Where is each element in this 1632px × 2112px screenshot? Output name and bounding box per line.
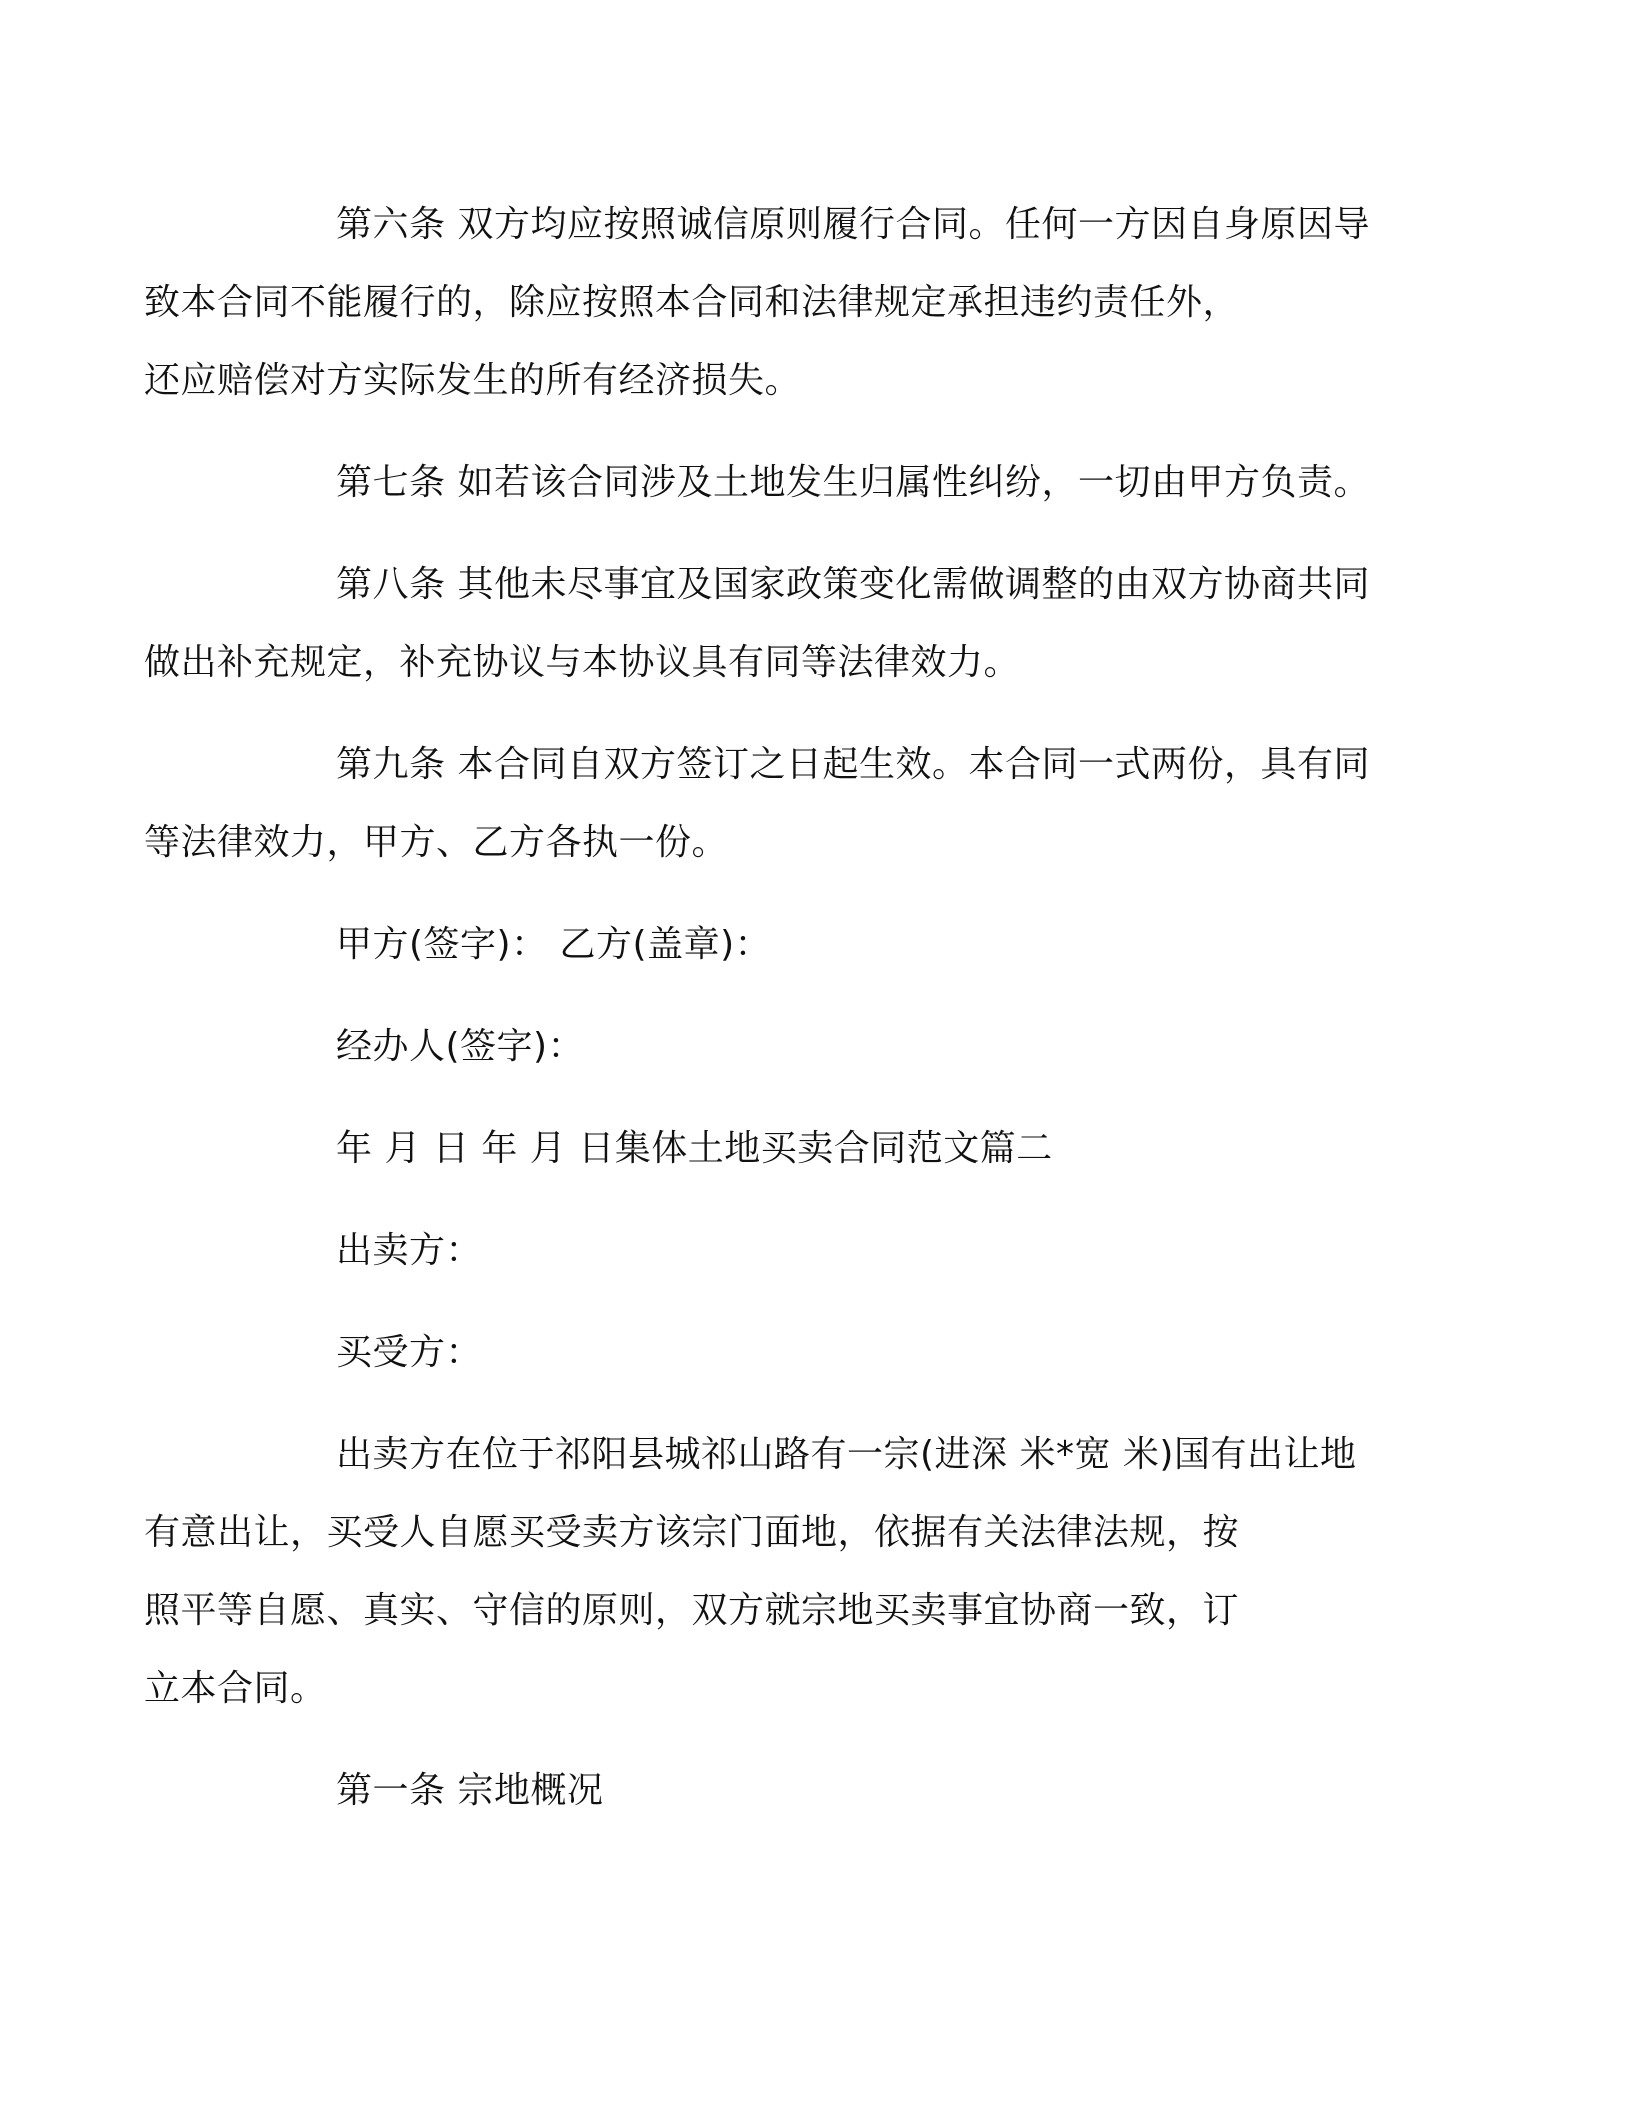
text-line: 年 月 日 年 月 日集体土地买卖合同范文篇二	[336, 1128, 1053, 1169]
date-and-title-line	[240, 1110, 1390, 1188]
signature-line	[240, 906, 1390, 984]
text-line: 有意出让，买受人自愿买受卖方该宗门面地，依据有关法律法规，按	[144, 1512, 1240, 1553]
text-line: 等法律效力，甲方、乙方各执一份。	[144, 822, 729, 863]
text-line: 经办人(签字)：	[336, 1026, 585, 1067]
text-line: 照平等自愿、真实、守信的原则，双方就宗地买卖事宜协商一致，订	[144, 1590, 1240, 1631]
agent-signature-line	[240, 1008, 1390, 1086]
text-line: 致本合同不能履行的，除应按照本合同和法律规定承担违约责任外，	[144, 282, 1240, 323]
seller-line	[240, 1212, 1390, 1290]
text-line: 第一条 宗地概况	[336, 1770, 604, 1811]
article-7-paragraph	[240, 444, 1390, 522]
article-8-paragraph	[144, 546, 1390, 702]
text-line: 出卖方在位于祁阳县城祁山路有一宗(进深 米*宽 米)国有出让地	[336, 1434, 1357, 1475]
document-body	[144, 186, 1390, 1830]
text-line: 第七条 如若该合同涉及土地发生归属性纠纷，一切由甲方负责。	[336, 462, 1370, 503]
text-line: 第八条 其他未尽事宜及国家政策变化需做调整的由双方协商共同	[336, 564, 1370, 605]
text-line: 立本合同。	[144, 1668, 327, 1709]
article-6-paragraph	[144, 186, 1390, 420]
article-9-paragraph	[144, 726, 1390, 882]
text-line: 甲方(签字)： 乙方(盖章)：	[336, 924, 772, 965]
article-1-heading	[240, 1752, 1390, 1830]
preamble-paragraph	[144, 1416, 1390, 1728]
text-line: 第九条 本合同自双方签订之日起生效。本合同一式两份，具有同	[336, 744, 1370, 785]
buyer-line	[240, 1314, 1390, 1392]
text-line: 做出补充规定，补充协议与本协议具有同等法律效力。	[144, 642, 1021, 683]
text-line: 出卖方：	[336, 1230, 483, 1271]
text-line: 还应赔偿对方实际发生的所有经济损失。	[144, 360, 802, 401]
text-line: 第六条 双方均应按照诚信原则履行合同。任何一方因自身原因导	[336, 204, 1370, 245]
text-line: 买受方：	[336, 1332, 483, 1373]
